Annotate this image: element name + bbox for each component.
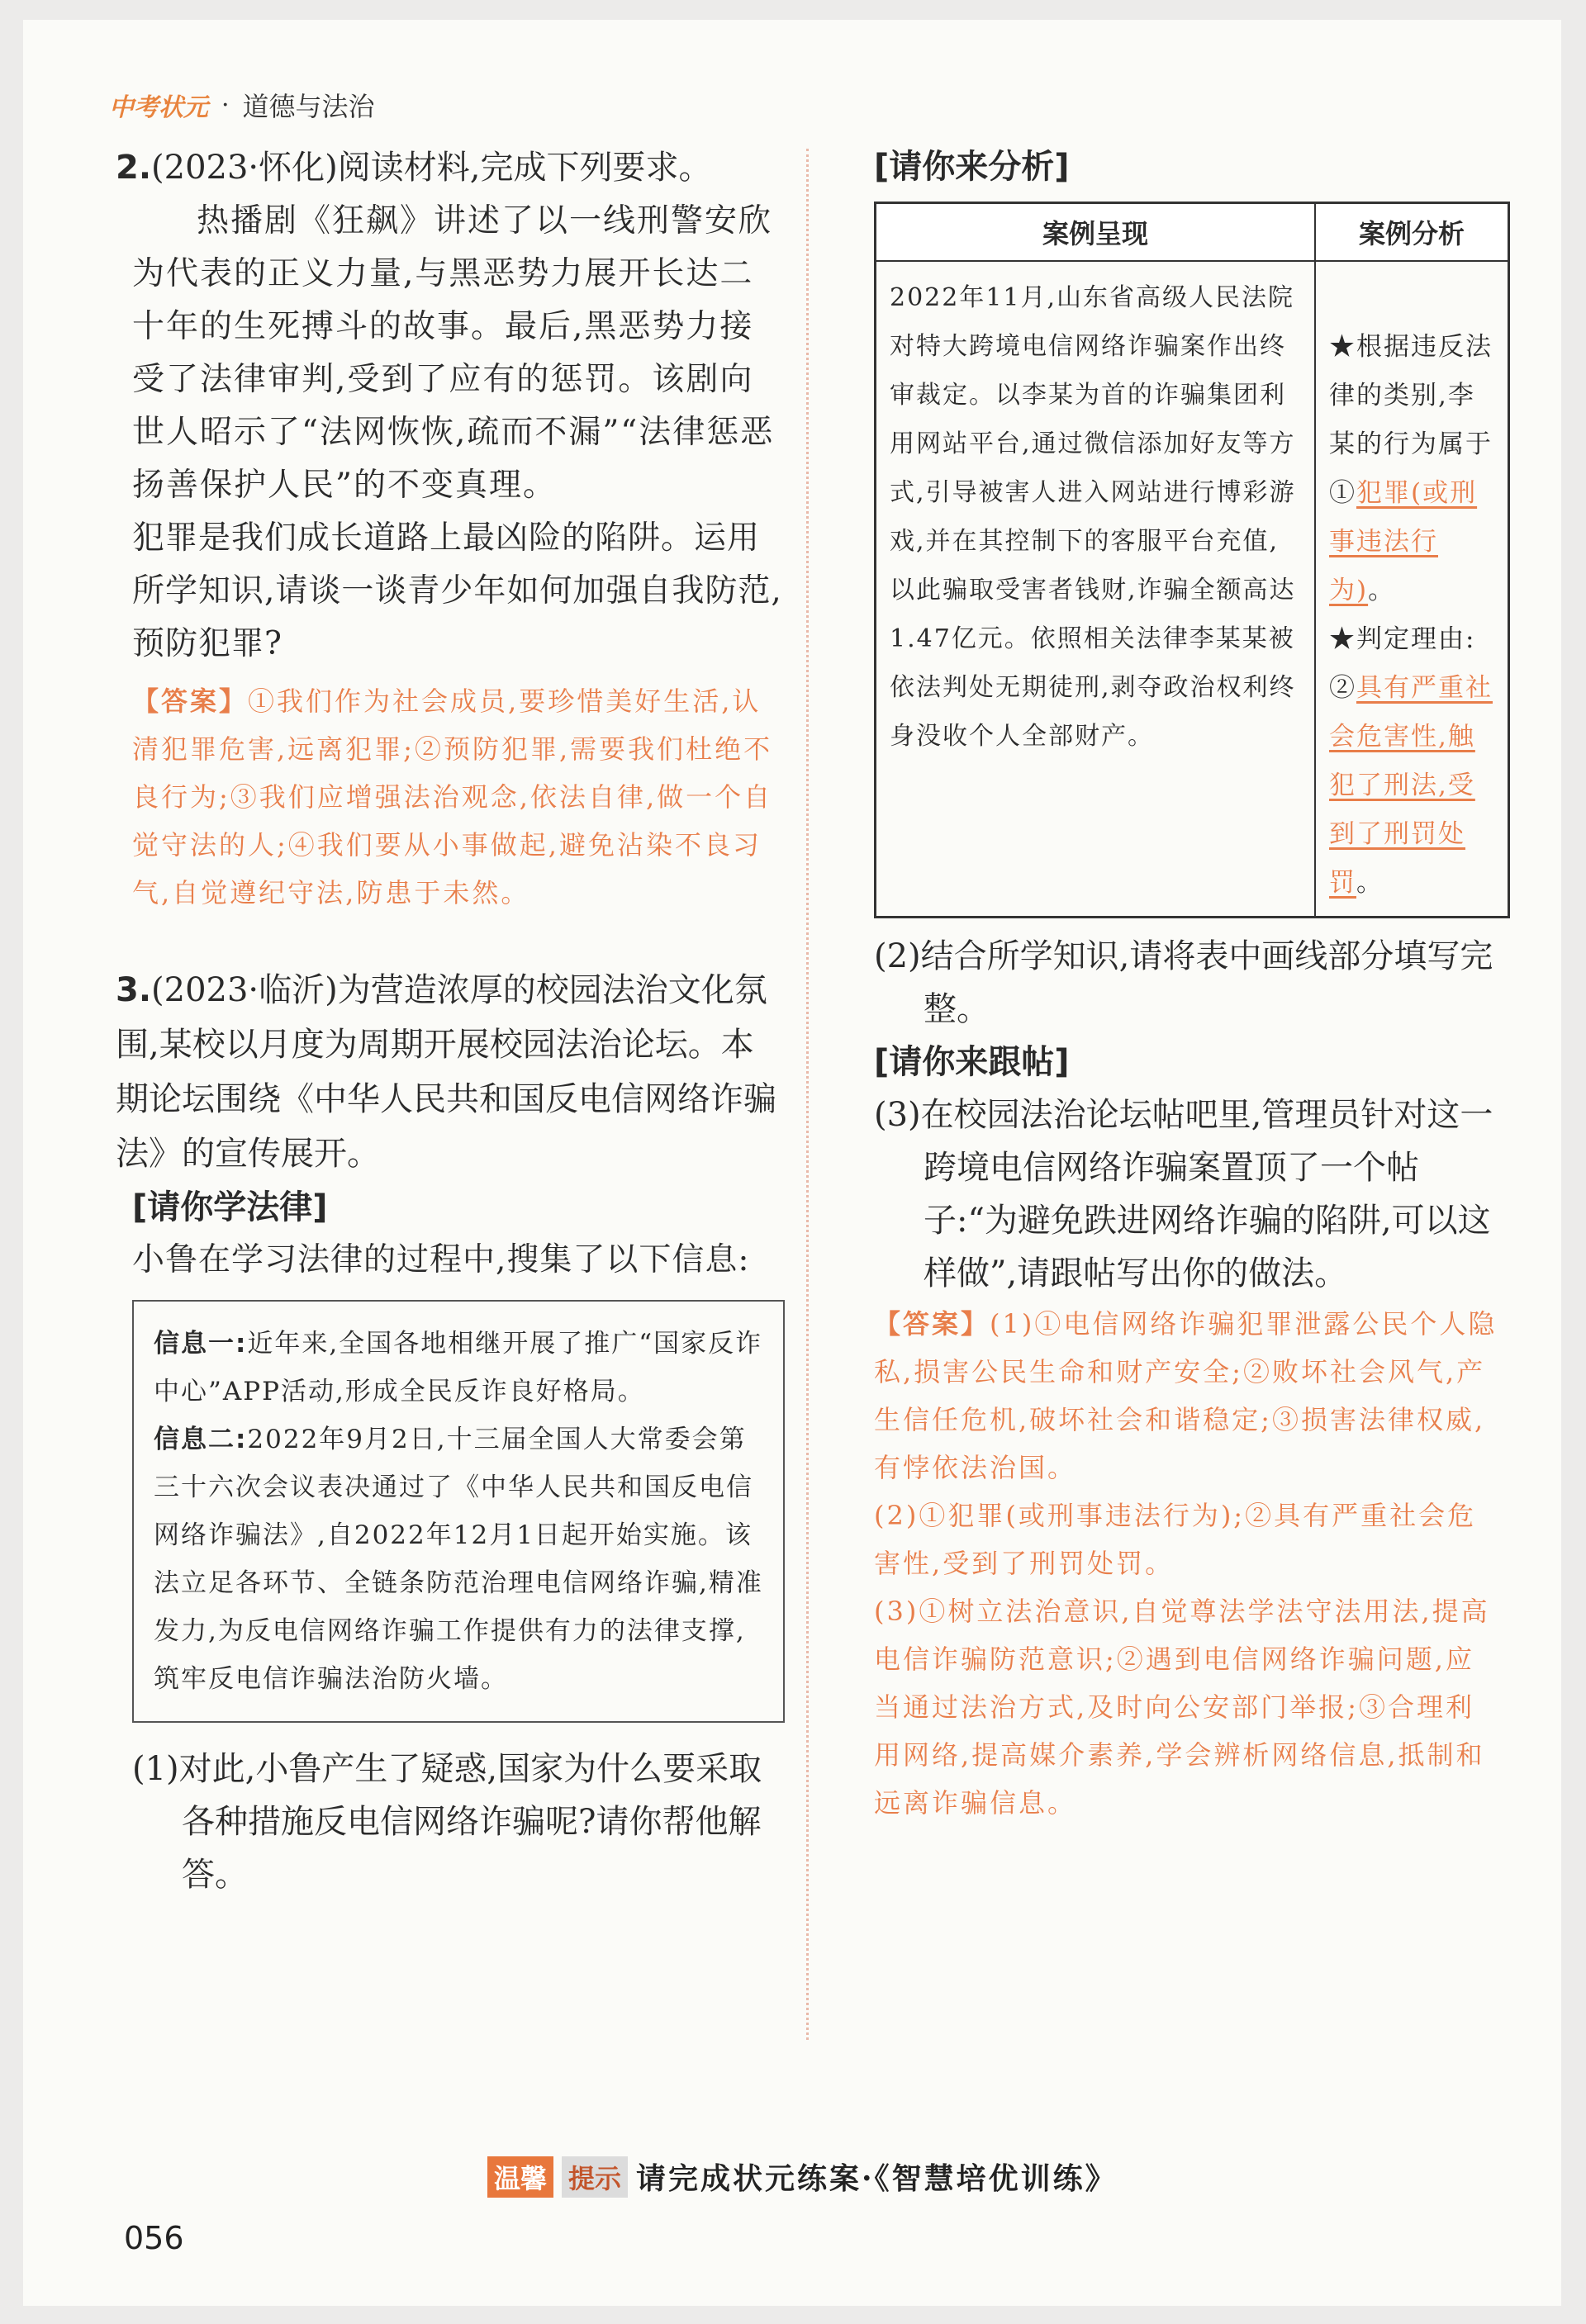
tip-tag-warm: 温馨 [487, 2156, 553, 2198]
subject-title: 道德与法治 [242, 91, 375, 122]
info-two-label: 信息二: [154, 1425, 248, 1454]
case-table-header-analysis: 案例分析 [1315, 203, 1509, 262]
question-2-question: 犯罪是我们成长道路上最凶险的陷阱。运用所学知识,请谈一谈青少年如何加强自我防范,预防犯罪? [132, 519, 782, 662]
analysis-1-prompt: ★根据违反法律的类别,李某的行为属于① [1329, 332, 1493, 508]
case-description: 2022年11月,山东省高级人民法院对特大跨境电信网络诈骗案作出终审裁定。以李某为首的诈骗集团利用网站平台,通过微信添加好友等方式,引导被害人进入网站进行博彩游戏,并在其控制下的客服平台充值,以此骗取受害者钱财,诈骗全额高达1.47亿元。依照相关法律李某某被依法判处无期徒刑,剥夺政治权利终身没收个人全部财产。 [876, 261, 1316, 918]
sub-question-2: (2)结合所学知识,请将表中画线部分填写完整。 [874, 937, 1493, 1028]
info-two-text: 2022年9月2日,十三届全国人大常委会第三十六次会议表决通过了《中华人民共和国反电信网络诈骗法》,自2022年12月1日起开始实施。该法立足各环节、全链条防范治理电信网络诈骗,精准发力,为反电信网络诈骗工作提供有力的法律支撑,筑牢反电信诈骗法治防火墙。 [154, 1425, 763, 1694]
answer-text: ①我们作为社会成员,要珍惜美好生活,认清犯罪危害,远离犯罪;②预防犯罪,需要我们杜绝不良行为;③我们应增强法治观念,依法自律,做一个自觉守法的人;④我们要从小事做起,避免沾染不良习气,自觉遵纪守法,防患于未然。 [132, 685, 773, 908]
analysis-2-end: 。 [1356, 868, 1384, 898]
answer-label: 【答案】 [874, 1308, 990, 1340]
question-3-number: 3. [116, 971, 152, 1009]
tip-tag-hint: 提示 [562, 2156, 628, 2198]
info-box [132, 1300, 785, 1723]
question-2-text: (2023·怀化)阅读材料,完成下列要求。 [151, 149, 712, 187]
question-3-text: (2023·临沂)为营造浓厚的校园法治文化氛围,某校以月度为周期开展校园法治论坛。本期论坛围绕《中华人民共和国反电信网络诈骗法》的宣传展开。 [116, 971, 776, 1173]
info-one-text: 近年来,全国各地相继开展了推广“国家反诈中心”APP活动,形成全民反诈良好格局。 [154, 1329, 763, 1406]
page-header [109, 86, 375, 124]
section-learn-law: [请你学法律] [132, 1188, 328, 1226]
analysis-2-number: ② [1329, 673, 1356, 703]
answer-1-text: (1)①电信网络诈骗犯罪泄露公民个人隐私,损害公民生命和财产安全;②败坏社会风气,产生信任危机,破坏社会和谐稳定;③损害法律权威,有悖依法治国。 [874, 1308, 1498, 1483]
info-one [154, 1320, 763, 1416]
question-2-material: 热播剧《狂飙》讲述了以一线刑警安欣为代表的正义力量,与黑恶势力展开长达二十年的生死搏斗的故事。最后,黑恶势力接受了法律审判,受到了应有的惩罚。该剧向世人昭示了“法网恢恢,疏而不漏”“法律惩恶扬善保护人民”的不变真理。 [132, 202, 775, 504]
question-3-answer-2: (2)①犯罪(或刑事违法行为);②具有严重社会危害性,受到了刑罚处罚。 [874, 1500, 1477, 1579]
info-two [154, 1416, 763, 1703]
analysis-1-end: 。 [1368, 576, 1396, 605]
case-analysis [1315, 261, 1509, 918]
question-3-answer-3: (3)①树立法治意识,自觉尊法学法守法用法,提高电信诈骗防范意识;②遇到电信网络诈骗问题,应当通过法治方式,及时向公安部门举报;③合理利用网络,提高媒介素养,学会辨析网络信息,抵制和远离诈骗信息。 [874, 1596, 1490, 1819]
footer-tip [487, 2156, 1118, 2198]
question-3-answer-1 [874, 1300, 1502, 1492]
question-3-stem [116, 963, 785, 1181]
page-number: 056 [124, 2220, 184, 2256]
section-reply: [请你来跟帖] [874, 1043, 1070, 1081]
sub-question-1: (1)对此,小鲁产生了疑惑,国家为什么要采取各种措施反电信网络诈骗呢?请你帮他解答。 [132, 1750, 762, 1894]
header-separator: · [221, 90, 230, 120]
info-one-label: 信息一: [154, 1329, 248, 1359]
case-table [874, 202, 1510, 918]
info-intro: 小鲁在学习法律的过程中,搜集了以下信息: [132, 1241, 750, 1278]
section-analyze: [请你来分析] [874, 148, 1070, 186]
case-table-header-case: 案例呈现 [876, 203, 1316, 262]
brand-logo: 中考状元 [109, 93, 208, 122]
analysis-2-prompt: ★判定理由: [1329, 624, 1476, 654]
answer-label: 【答案】 [132, 685, 249, 717]
analysis-1-fill: 犯罪(或刑事违法行为) [1329, 478, 1478, 605]
right-column [874, 140, 1502, 1827]
question-2-answer [132, 677, 785, 917]
analysis-2-fill: 具有严重社会危害性,触犯了刑法,受到了刑罚处罚 [1329, 673, 1493, 898]
sub-question-3: (3)在校园法治论坛帖吧里,管理员针对这一跨境电信网络诈骗案置顶了一个帖子:“为避免跌进网络诈骗的陷阱,可以这样做”,请跟帖写出你的做法。 [874, 1096, 1493, 1292]
column-divider [806, 149, 809, 2040]
tip-text: 请完成状元练案·《智慧培优训练》 [636, 2161, 1118, 2196]
question-2-stem [116, 140, 785, 195]
left-column [116, 140, 785, 1901]
question-2-number: 2. [116, 149, 152, 187]
